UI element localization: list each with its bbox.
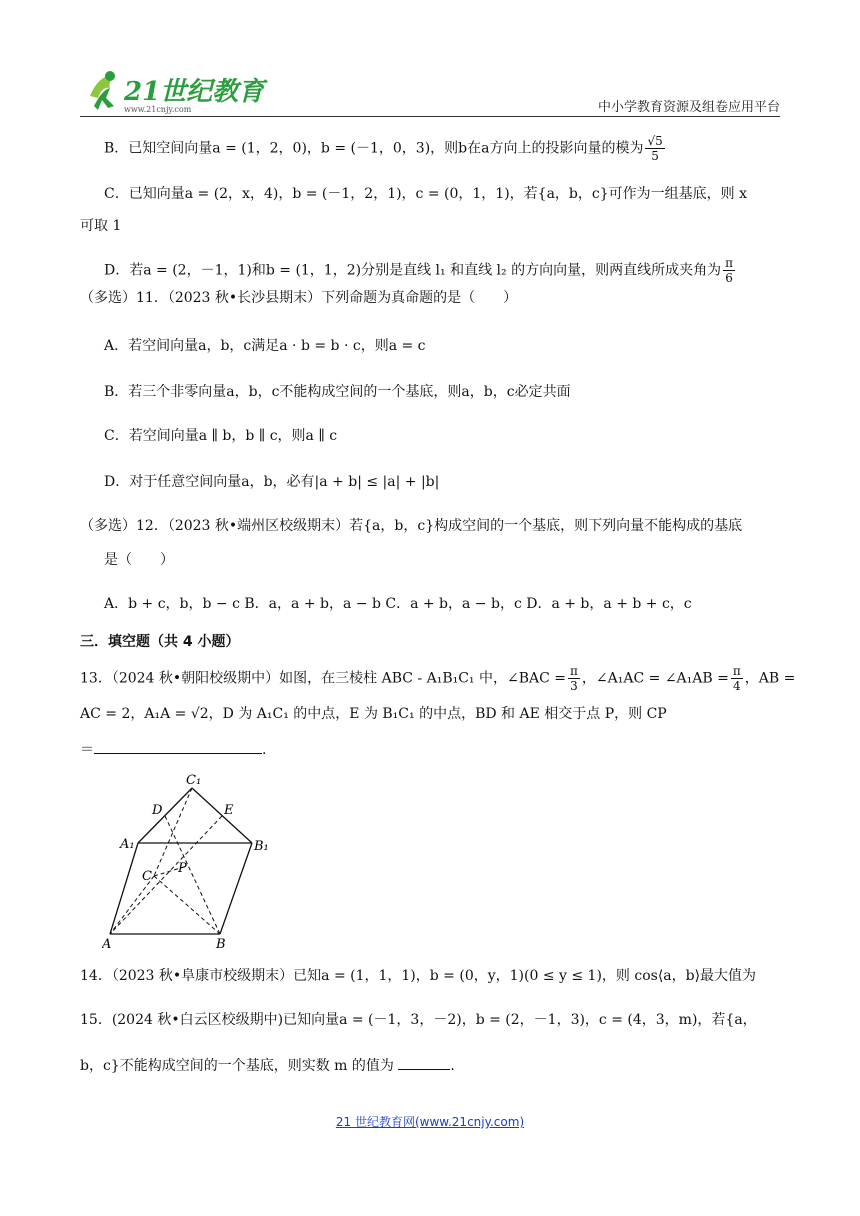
label-C1: C₁ (186, 773, 202, 788)
q12-options: A．b + c，b，b − c B．a，a + b，a − b C．a + b，a − b，c D．a + b，a + b + c，c (104, 596, 692, 612)
q12-stem-line1: （多选）12．（2023 秋•端州区校级期末）若{a，b，c}构成空间的一个基底，则下列向量不能构成的基底 (80, 518, 743, 534)
q11-option-b: B．若三个非零向量a，b，c不能构成空间的一个基底，则a，b，c必定共面 (104, 384, 571, 400)
section-fill-blank: 三．填空题（共 4 小题） (80, 634, 240, 650)
label-A: A (102, 937, 112, 952)
q11-option-d: D．对于任意空间向量a，b，必有|a + b| ≤ |a| + |b| (104, 474, 440, 490)
q11-option-a: A．若空间向量a，b，c满足a · b = b · c，则a = c (104, 338, 426, 354)
logo-text: 21世纪教育 (124, 77, 265, 107)
fraction-sqrt5-over-5: $\frac{√5}{5}$ (647, 134, 663, 163)
header-platform-text: 中小学教育资源及组卷应用平台 (597, 100, 780, 115)
logo-subtext: www.21cnjy.com (124, 105, 192, 114)
label-B: B (216, 937, 226, 952)
q13-answer-blank[interactable] (94, 753, 262, 754)
prism-figure (102, 766, 282, 956)
q13-stem-line3: ＝ . (80, 742, 267, 758)
label-C: C (142, 869, 152, 884)
label-D: D (152, 803, 163, 818)
header-divider (80, 116, 780, 117)
label-E: E (224, 803, 234, 818)
q15-answer-blank[interactable] (398, 1069, 450, 1070)
q10-option-c-line1: C．已知向量a = (2，x，4)，b = (－1，2，1)，c = (0，1，1)，若{a，b，c}可作为一组基底，则 x (104, 186, 747, 202)
q13-stem-line1: 13．（2024 秋•朝阳校级期中）如图，在三棱柱 ABC - A₁B₁C₁ 中，∠BAC = $\frac{\pi}{3}$ ，∠A₁AC = ∠A₁AB = $\frac{\pi}{4}$ ，AB = (80, 664, 796, 693)
q14-stem: 14．（2023 秋•阜康市校级期末）已知a = (1，1，1)，b = (0，y，1)(0 ≤ y ≤ 1)，则 cos⟨a，b⟩最大值为 (80, 968, 757, 984)
q10-option-d: D．若a = (2，－1，1)和b = (1，1，2)分别是直线 l₁ 和直线 l₂ 的方向向量，则两直线所成夹角为 $\frac{\pi}{6}$ (104, 256, 733, 285)
label-A1: A₁ (120, 837, 135, 852)
page-header (80, 60, 780, 118)
label-B1: B₁ (254, 839, 269, 854)
label-P: P (178, 861, 187, 876)
q11-option-c: C．若空间向量a ∥ b，b ∥ c，则a ∥ c (104, 428, 338, 444)
footer-link[interactable]: 21 世纪教育网(www.21cnjy.com) (335, 1115, 525, 1129)
site-logo (80, 66, 280, 118)
q15-stem-line2: b，c}不能构成空间的一个基底，则实数 m 的值为 . (80, 1058, 455, 1074)
q12-stem-line2: 是（ ） (104, 552, 174, 568)
q10-option-c-line2: 可取 1 (80, 218, 122, 234)
fraction-pi-over-6: $\frac{\pi}{6}$ (725, 256, 733, 285)
q13-stem-line2: AC = 2，A₁A = √2，D 为 A₁C₁ 的中点，E 为 B₁C₁ 的中点，BD 和 AE 相交于点 P，则 CP (80, 706, 667, 722)
q11-stem: （多选）11．（2023 秋•长沙县期末）下列命题为真命题的是（ ） (80, 290, 518, 306)
q15-stem-line1: 15．(2024 秋•白云区校级期中)已知向量a = (－1，3，－2)，b = (2，－1，3)，c = (4，3，m)，若{a， (80, 1012, 757, 1028)
q10-option-b: B．已知空间向量a = (1，2，0)，b = (－1，0，3)，则b在a方向上的投影向量的模为 $\frac{√5}{5}$ (104, 134, 663, 163)
